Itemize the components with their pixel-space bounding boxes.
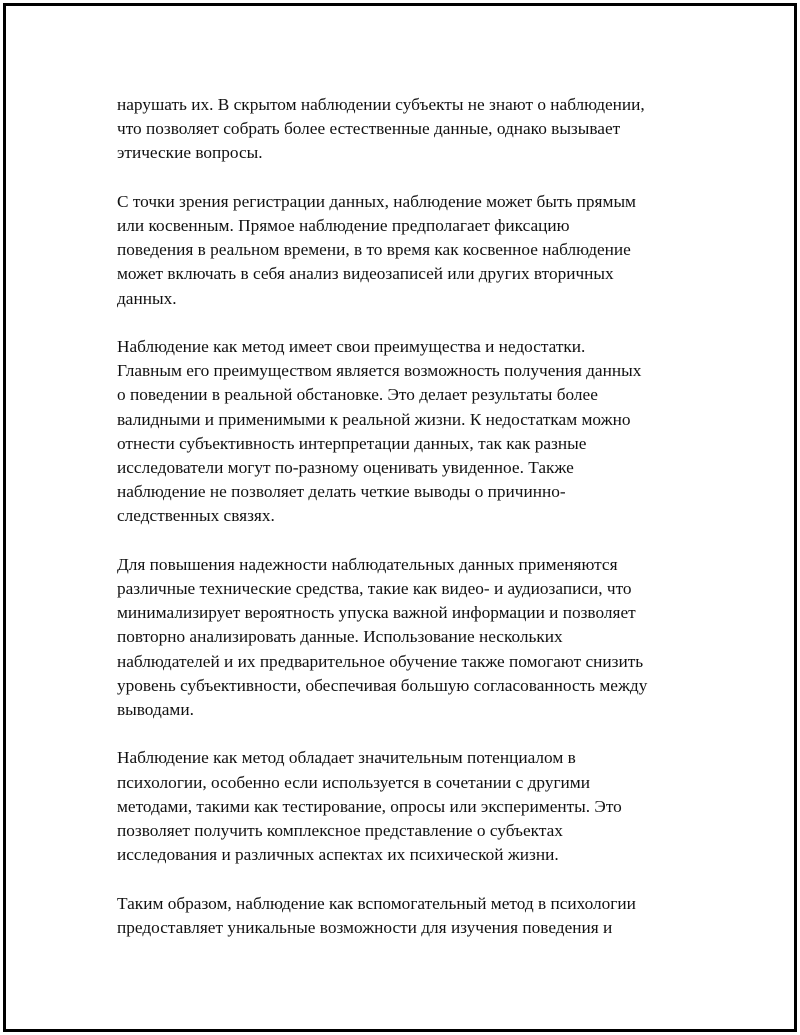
paragraph-covert-observation: нарушать их. В скрытом наблюдении субъекты не знают о наблюдении, что позволяет собрать более естественные данные, однако вызывает этические вопросы. bbox=[117, 95, 645, 163]
paragraph-potential: Наблюдение как метод обладает значительным потенциалом в психологии, особенно если используется в сочетании с другими методами, такими как тестирование, опросы или эксперименты. Это позволяет получить комплексное представление о субъектах исследования и различных аспектах их психической жизни. bbox=[117, 748, 622, 865]
paragraph-reliability: Для повышения надежности наблюдательных данных применяются различные технические средства, такие как видео- и аудиозаписи, что минимализирует вероятность упуска важной информации и позволяет повторно анализировать данные. Использование нескольких наблюдателей и их предварительное обучение также помогают снизить уровень субъективности, обеспечивая большую согласованность между выводами. bbox=[117, 554, 648, 720]
paragraph-data-registration: С точки зрения регистрации данных, наблюдение может быть прямым или косвенным. Прямое наблюдение предполагает фиксацию поведения в реальном времени, в то время как косвенное наблюдение может включать в себя анализ видеозаписей или других вторичных данных. bbox=[117, 191, 636, 308]
paragraph-conclusion: Таким образом, наблюдение как вспомогательный метод в психологии предоставляет уникальные возможности для изучения поведения и bbox=[117, 893, 636, 937]
paragraph-advantages-disadvantages: Наблюдение как метод имеет свои преимущества и недостатки. Главным его преимуществом является возможность получения данных о поведении в реальной обстановке. Это делает результаты более валидными и применимыми к реальной жизни. К недостаткам можно отнести субъективность интерпретации данных, так как разные исследователи могут по-разному оценивать увиденное. Также наблюдение не позволяет делать четкие выводы о причинно- следственных связях. bbox=[117, 337, 642, 526]
document-body bbox=[117, 93, 697, 964]
